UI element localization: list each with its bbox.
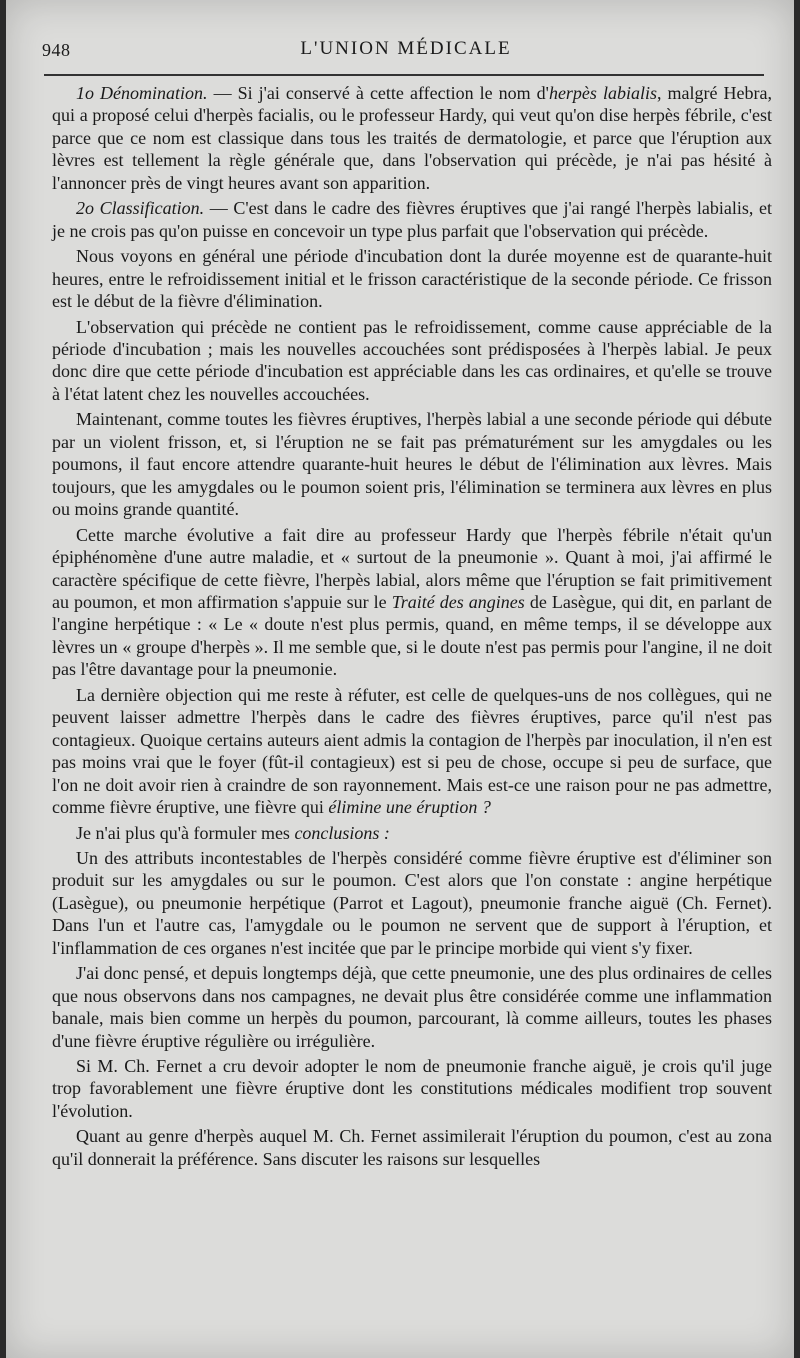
paragraph xyxy=(52,684,772,819)
paragraph-italic: élimine une éruption ? xyxy=(328,797,491,818)
paragraph: Maintenant, comme toutes les fièvres éruptives, l'herpès labial a une seconde période qui débute par un violent frisson, et, si l'éruption ne se fait pas prématurément sur les amygdales ou les poumons, il faut encore attendre quarante-huit heures le début de l'élimination aux lèvres. Mais toujours, que les amygdales ou le poumon soient pris, l'élimination se terminera aux lèvres en plus ou moins grande quantité. xyxy=(52,409,772,520)
header-rule xyxy=(44,74,764,76)
page-number: 948 xyxy=(42,40,71,60)
paragraph-italic: herpès labialis xyxy=(548,83,657,103)
paragraph-text: Je n'ai plus qu'à formuler mes xyxy=(76,822,295,843)
paragraph: Si M. Ch. Fernet a cru devoir adopter le nom de pneumonie franche aiguë, je crois qu'il juge trop favorablement une fièvre éruptive dont les constitutions médicales modifient trop souvent l'évolution. xyxy=(52,1056,772,1121)
paragraph-text: , malgré Hebra, qui a proposé celui d'herpès facialis, ou le professeur Hardy, qui veut qu'on dise herpès fébrile, c'est parce que ce nom est classique dans tous les traités de dermatologie, et parce que l'éruption aux lèvres est tellement la règle générale que, dans l'observation qui précède, je n'ai pas hésité à l'annoncer près de vingt heures avant son apparition. xyxy=(52,83,773,193)
paragraph xyxy=(52,524,772,681)
document-page xyxy=(6,0,794,1358)
paragraph: Nous voyons en général une période d'incubation dont la durée moyenne est de quarante-huit heures, entre le refroidissement initial et le frisson caractéristique de la seconde période. Ce frisson est le début de la fièvre d'élimination. xyxy=(52,246,772,312)
paragraph-text: — Si j'ai conservé à cette affection le nom d' xyxy=(207,83,549,103)
paragraph: L'observation qui précède ne contient pas le refroidissement, comme cause appréciable de la période d'incubation ; mais les nouvelles accouchées sont prédisposées à l'herpès labial. Je peux donc dire que cette période d'incubation est appréciable dans les cas ordinaires, et qu'elle se trouve à l'état latent chez les nouvelles accouchées. xyxy=(52,316,772,404)
paragraph-text: de Lasègue, qui dit, en parlant de l'angine herpétique : « Le « doute n'est plus permis, quand, en même temps, il se développe aux lèvres un « groupe d'herpès ». Il me semble que, si le doute n'est pas permis pour l'angine, il ne doit pas l'être davantage pour la pneumonie. xyxy=(52,591,772,680)
running-title: L'UNION MÉDICALE xyxy=(300,38,512,59)
conclusions-heading: conclusions : xyxy=(294,822,390,843)
paragraph-classification xyxy=(52,197,772,242)
page-header xyxy=(36,34,776,70)
paragraph-text: Cette marche évolutive a fait dire au professeur Hardy que l'herpès fébrile n'était qu'un épiphénomène d'une autre maladie, et « surtout de la pneumonie ». Quant à moi, j'ai affirmé le caractère spécifique de cette fièvre, l'herpès labial, alors même que l'éruption se fait primitivement au poumon, et mon affirmation s'appuie sur le xyxy=(52,524,772,612)
paragraph xyxy=(52,822,772,844)
section-label-classification: 2o Classification. xyxy=(76,198,205,219)
paragraph-text: — C'est dans le cadre des fièvres éruptives que j'ai rangé l'herpès labialis, et je ne crois pas qu'on puisse en concevoir un type plus parfait que l'observation qui précède. xyxy=(52,198,772,241)
cited-work-title: Traité des angines xyxy=(391,591,525,612)
paragraph: Quant au genre d'herpès auquel M. Ch. Fernet assimilerait l'éruption du poumon, c'est au zona qu'il donnerait la préférence. Sans discuter les raisons sur lesquelles xyxy=(52,1126,772,1169)
paragraph: Un des attributs incontestables de l'herpès considéré comme fièvre éruptive est d'éliminer son produit sur les amygdales ou sur le poumon. C'est alors que l'on constate : angine herpétique (Lasègue), ou pneumonie herpétique (Parrot et Lagout), pneumonie franche aiguë (Ch. Fernet). Dans l'un et l'autre cas, l'amygdale ou le poumon ne servent que de support à l'éruption, et l'inflammation de ces organes n'est incitée que par le principe morbide qui vient s'y fixer. xyxy=(52,847,772,958)
paragraph-denomination xyxy=(52,82,772,194)
paragraph-text: La dernière objection qui me reste à réfuter, est celle de quelques-uns de nos collègues, qui ne peuvent laisser admettre l'herpès dans le cadre des fièvres éruptives, parce qu'il n'est pas contagieux. Quoique certains auteurs aient admis la contagion de l'herpès par inoculation, il n'en est pas moins vrai que le foyer (fût-il contagieux) est si peu de chose, occupe si peu de surface, que l'on ne doit avoir rien à craindre de son rayonnement. Mais est-ce une raison pour ne pas admettre, comme fièvre éruptive, une fièvre qui xyxy=(52,684,772,818)
paragraph: J'ai donc pensé, et depuis longtemps déjà, que cette pneumonie, une des plus ordinaires de celles que nous observons dans nos campagnes, ne devait plus être considérée comme une inflammation banale, mais bien comme un herpès du poumon, parcourant, là comme ailleurs, toutes les phases d'une fièvre éruptive régulière ou irrégulière. xyxy=(52,963,772,1051)
article-body xyxy=(52,82,772,1173)
section-label-denomination: 1o Dénomination. xyxy=(76,83,208,103)
